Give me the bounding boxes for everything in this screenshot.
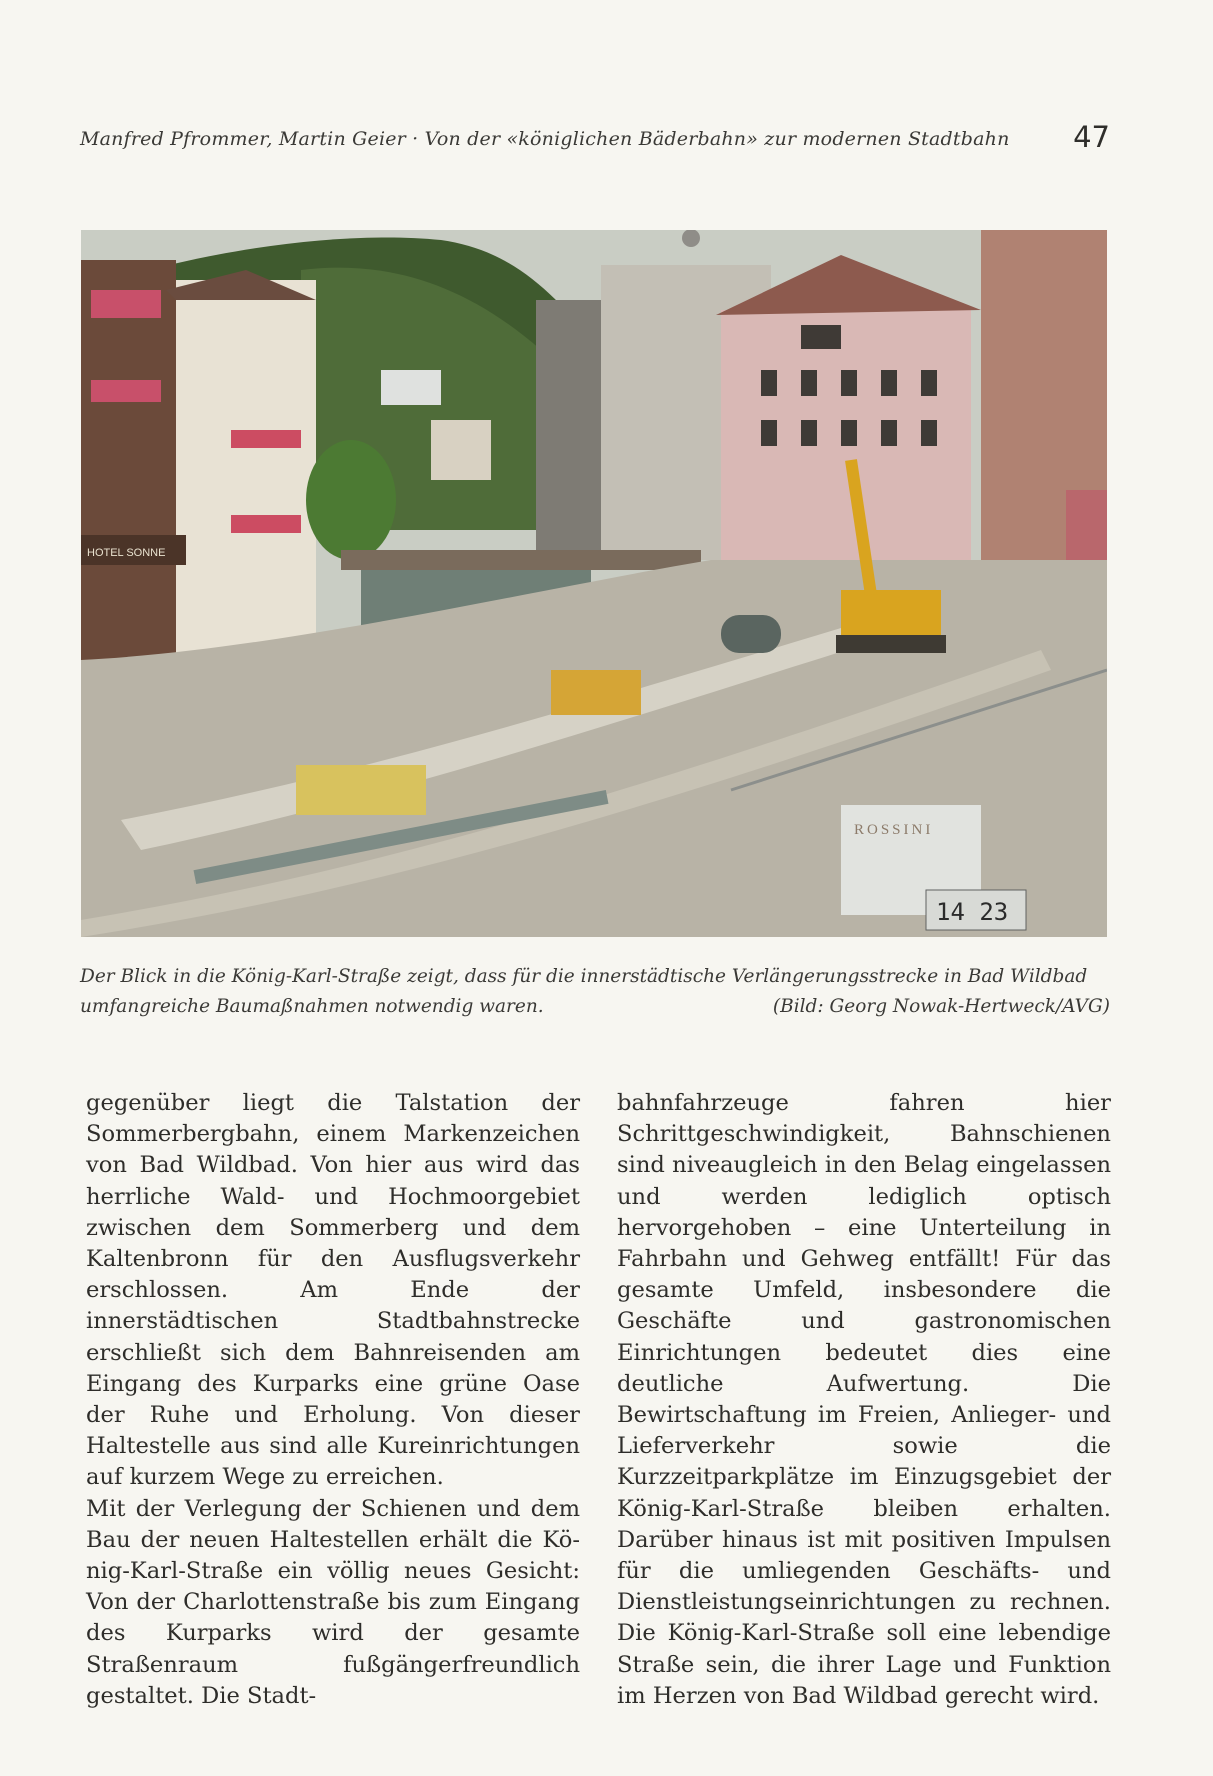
flower-box (231, 430, 301, 448)
compressor (551, 670, 641, 715)
paragraph: gegenüber liegt die Talstation der Sommerbergbahn, einem Markenzeichen von Bad Wildbad. Von hier aus wird das herrliche Wald- und Hochmoorgebiet zwischen dem Sommerberg und dem Kaltenbronn für den Ausflugsverkehr erschlossen. Am Ende der innerstädtischen Stadtbahnstrecke erschließt sich dem Bahnreisenden am Eingang des Kurparks eine grüne Oase der Ruhe und Erholung. Von dieser Haltestelle aus sind alle Kureinrichtungen auf kurzem Wege zu erreichen. (86, 1090, 580, 1491)
window (881, 420, 897, 446)
left-building-timber (81, 260, 176, 680)
window (841, 370, 857, 396)
bridge (341, 550, 701, 570)
window (761, 370, 777, 396)
clock-display: 14 23 (936, 898, 1009, 926)
window (801, 325, 841, 349)
large-pipe (721, 615, 781, 653)
window (881, 370, 897, 396)
window (921, 420, 937, 446)
paragraph: bahnfahrzeuge fahren hier Schrittgeschwindigkeit, Bahnschienen sind niveaugleich in den Belag eingelassen und werden lediglich optisch hervorgehoben – eine Unterteilung in Fahrbahn und Gehweg entfällt! Für das gesamte Umfeld, insbesondere die Geschäfte und gastronomischen Einrichtungen bedeutet dies eine deutliche Aufwertung. Die Bewirtschaftung im Freien, Anlieger- und Lieferverkehr sowie die Kurzzeitparkplätze im Einzugsgebiet der König-Karl-Straße bleiben erhalten. Darüber hinaus ist mit positiven Impulsen für die umliegenden Geschäfts- und Dienstleistungseinrichtungen zu rechnen. Die König-Karl-Straße soll eine lebendige Straße sein, die ihrer Lage und Funktion im Herzen von Bad Wildbad gerecht wird. (617, 1090, 1111, 1709)
window (801, 370, 817, 396)
window (921, 370, 937, 396)
flower-box (91, 380, 161, 402)
tree (306, 440, 396, 560)
rossini-sign: ROSSINI (854, 822, 934, 838)
window (801, 420, 817, 446)
excavator-tracks (836, 635, 946, 653)
excavator-body (841, 590, 941, 640)
paragraph: Mit der Verlegung der Schienen und dem Bau der neuen Haltestellen erhält die König-Karl-Straße ein völlig neues Gesicht: Von der Charlottenstraße bis zum Eingang des Kurparks wird der gesamte Straßenraum fußgängerfreundlich gestaltet. Die Stadt- (86, 1495, 580, 1709)
left-building-white (176, 280, 316, 680)
body-column-right (617, 1088, 1111, 1712)
running-head: Manfred Pfrommer, Martin Geier · Von der «königlichen Bäderbahn» zur modernen Stadtbahn (80, 128, 1010, 150)
hotel-sign: HOTEL SONNE (87, 547, 166, 559)
window (841, 420, 857, 446)
figure-caption (80, 962, 1110, 1022)
page-number: 47 (1073, 120, 1110, 154)
body-column-left (86, 1088, 580, 1712)
flower-box (231, 515, 301, 533)
yellow-container (296, 765, 426, 815)
flower-box (91, 290, 161, 318)
photo-illustration (81, 230, 1107, 937)
distant-building (381, 370, 441, 405)
window (761, 420, 777, 446)
street-construction-photo (81, 230, 1107, 937)
photo-credit: (Bild: Georg Nowak-Hertweck/AVG) (772, 996, 1110, 1017)
caption-text: Der Blick in die König-Karl-Straße zeigt, dass für die innerstädtische Verlängerungsstrecke in Bad Wildbad umfangreiche Baumaßnahmen notwendig waren. (80, 966, 1088, 1017)
distant-building (431, 420, 491, 480)
